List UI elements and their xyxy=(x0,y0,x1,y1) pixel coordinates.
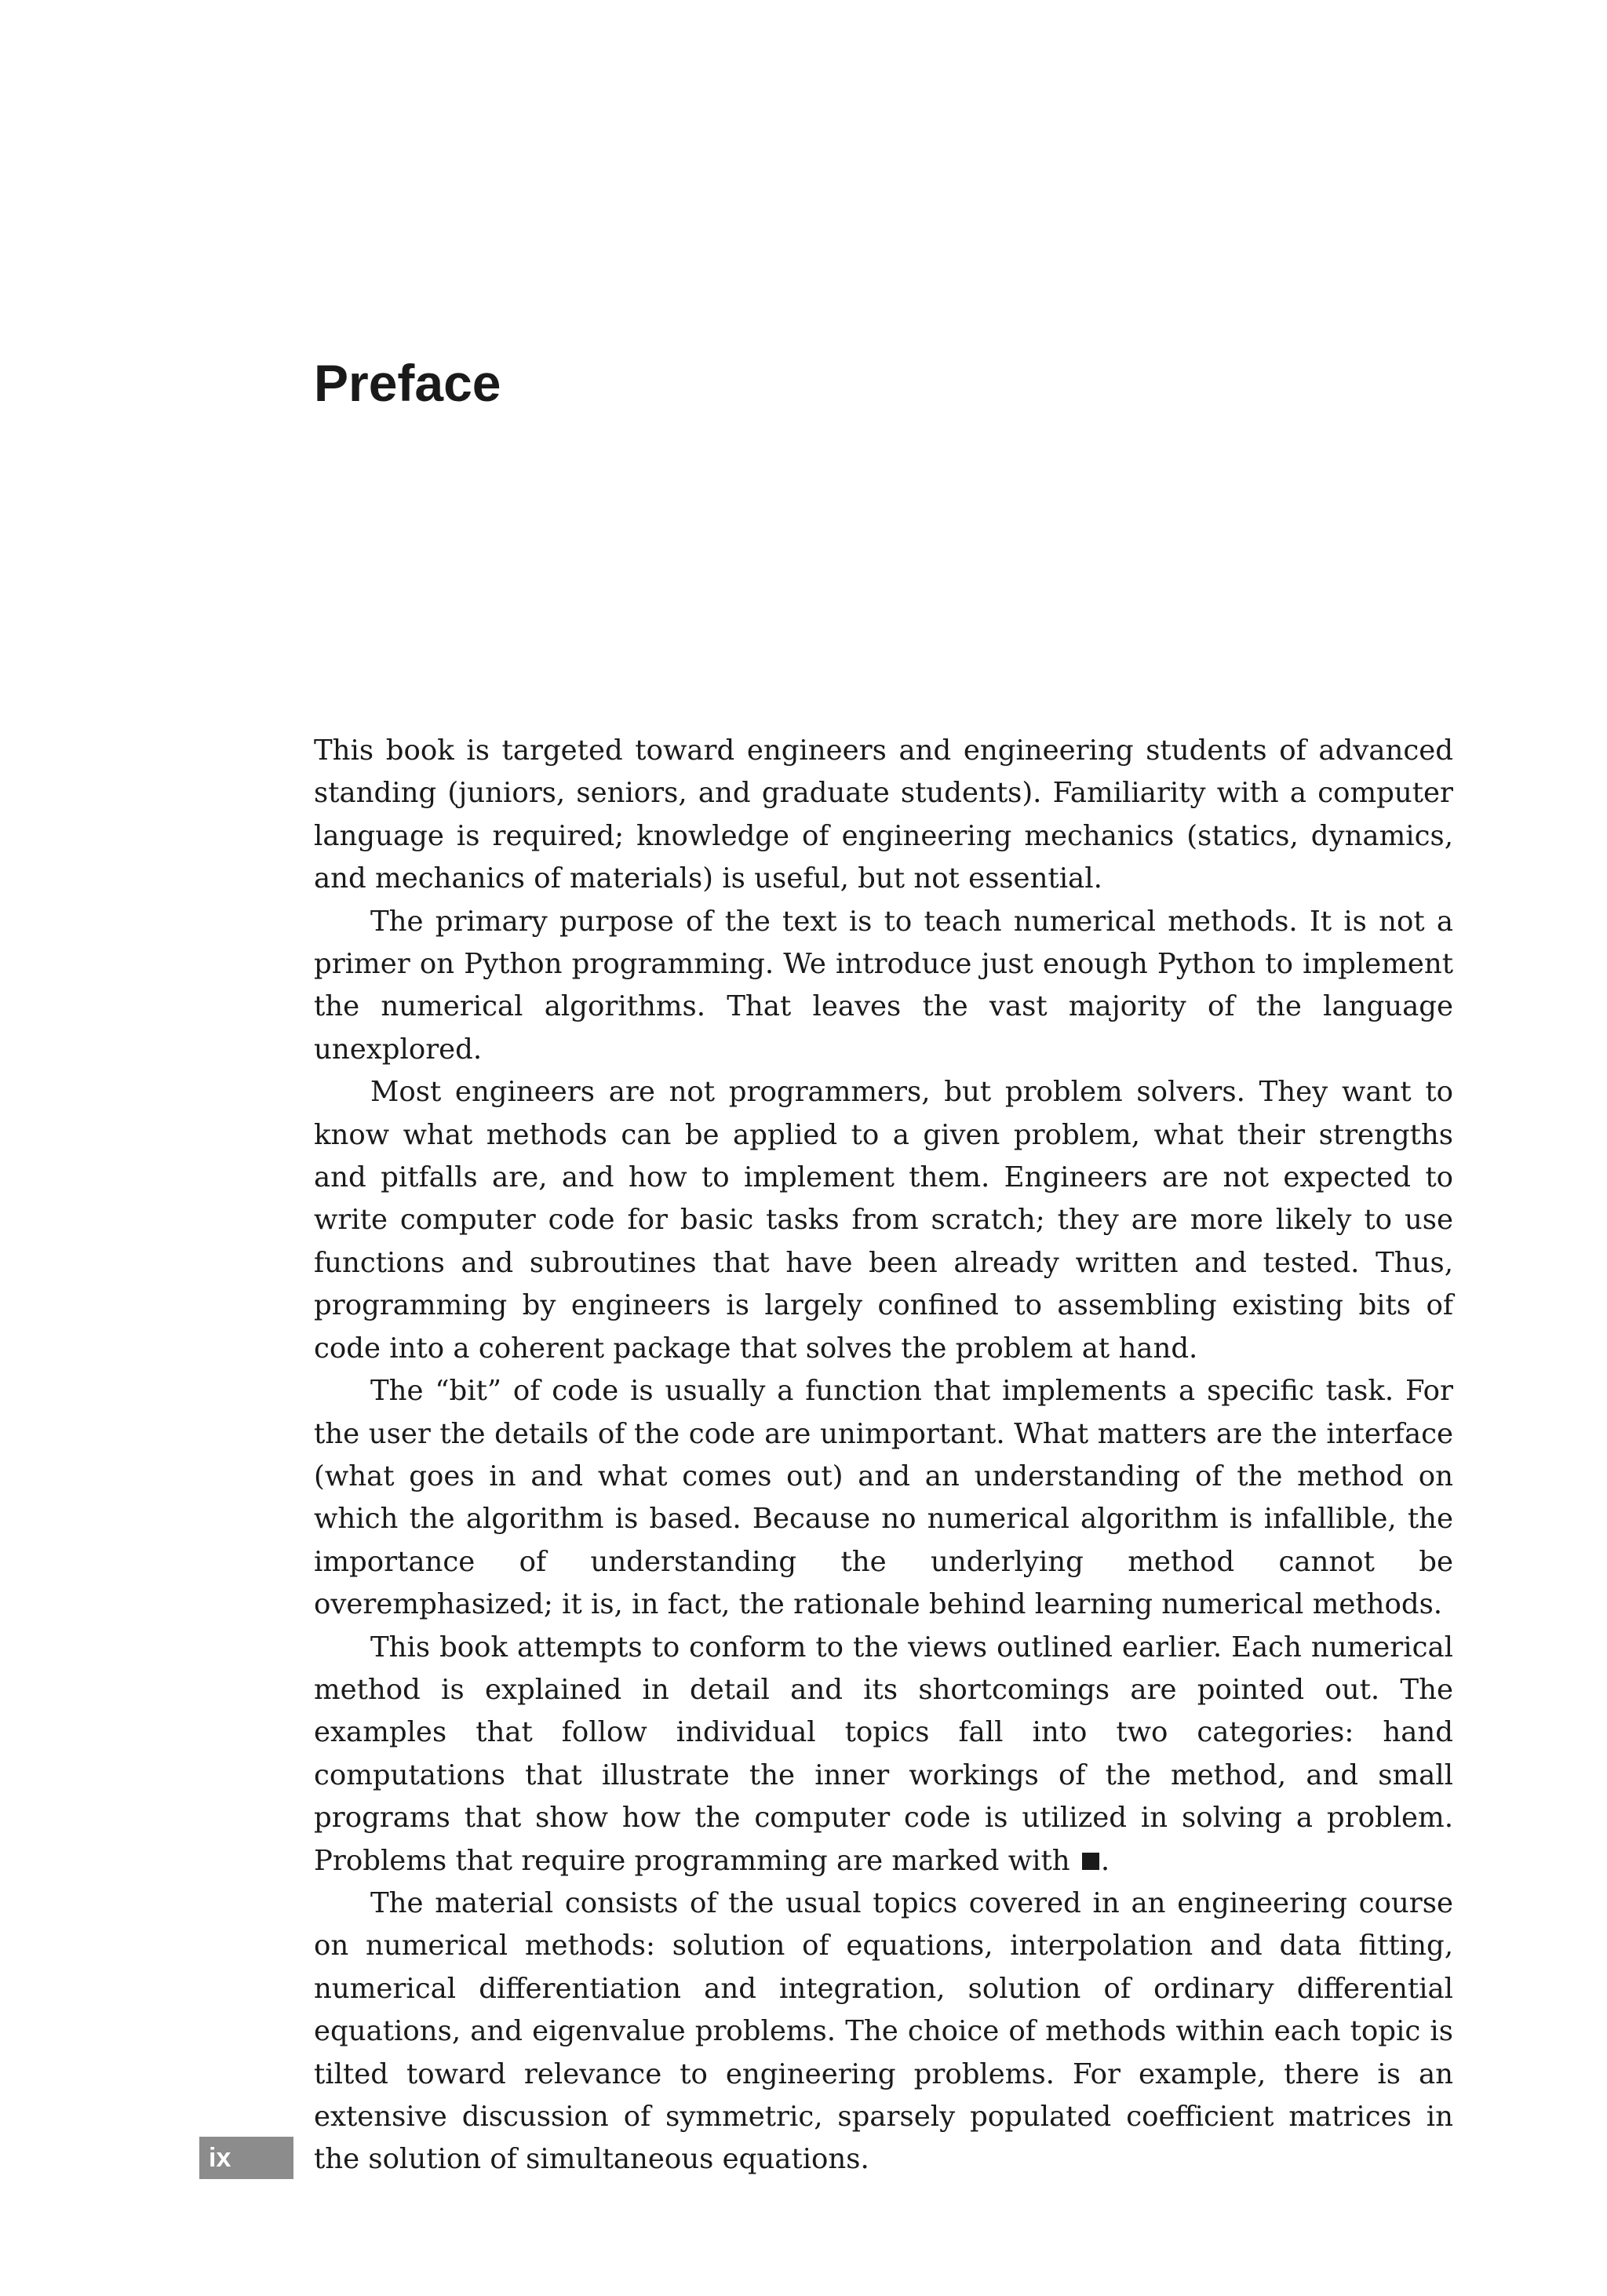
page-number: ix xyxy=(199,2137,293,2179)
programming-problem-marker-icon xyxy=(1082,1853,1099,1870)
paragraph: The “bit” of code is usually a function that implements a specific task. For the user the details of the code are unimportant. What matters are the interface (what goes in and what comes out) and an understanding of the method on which the algorithm is based. Because no numerical algorithm is infallible, the importance of understanding the underlying method cannot be overemphasized; it is, in fact, the rationale behind learning numerical methods. xyxy=(314,1375,1453,1621)
paragraph: The material consists of the usual topics covered in an engineering course on numerical methods: solution of equations, interpolation and data fitting, numerical differentiation and integration, solution of ordinary differential equations, and eigenvalue problems. The choice of methods within each topic is tilted toward relevance to engineering problems. For example, there is an extensive discussion of symmetric, sparsely populated coefficient matrices in the solution of simultaneous equations. xyxy=(314,1886,1453,2176)
paragraph: This book is targeted toward engineers and engineering students of advanced standing (juniors, seniors, and graduate students). Familiarity with a computer language is required; knowledge of engineering mechanics (statics, dynamics, and mechanics of materials) is useful, but not essential. xyxy=(314,734,1453,895)
paragraph-with-marker xyxy=(314,1627,1453,1882)
paragraph-text: This book attempts to conform to the views outlined earlier. Each numerical method is explained in detail and its shortcomings are pointed out. The examples that follow individual topics fall into two categories: hand computations that illustrate the inner workings of the method, and small programs that show how the computer code is utilized in solving a problem. Problems that require programming are marked with xyxy=(314,1631,1453,1877)
preface-body xyxy=(314,730,1453,2181)
marker-suffix: . xyxy=(1100,1844,1110,1877)
paragraph: The primary purpose of the text is to teach numerical methods. It is not a primer on Python programming. We introduce just enough Python to implement the numerical algorithms. That leaves the vast majority of the language unexplored. xyxy=(314,905,1453,1066)
chapter-title: Preface xyxy=(314,354,501,412)
paragraph: Most engineers are not programmers, but problem solvers. They want to know what methods can be applied to a given problem, what their strengths and pitfalls are, and how to implement them. Engineers are not expected to write computer code for basic tasks from scratch; they are more likely to use functions and subroutines that have been already written and tested. Thus, programming by engineers is largely confined to assembling existing bits of code into a coherent package that solves the problem at hand. xyxy=(314,1076,1453,1365)
